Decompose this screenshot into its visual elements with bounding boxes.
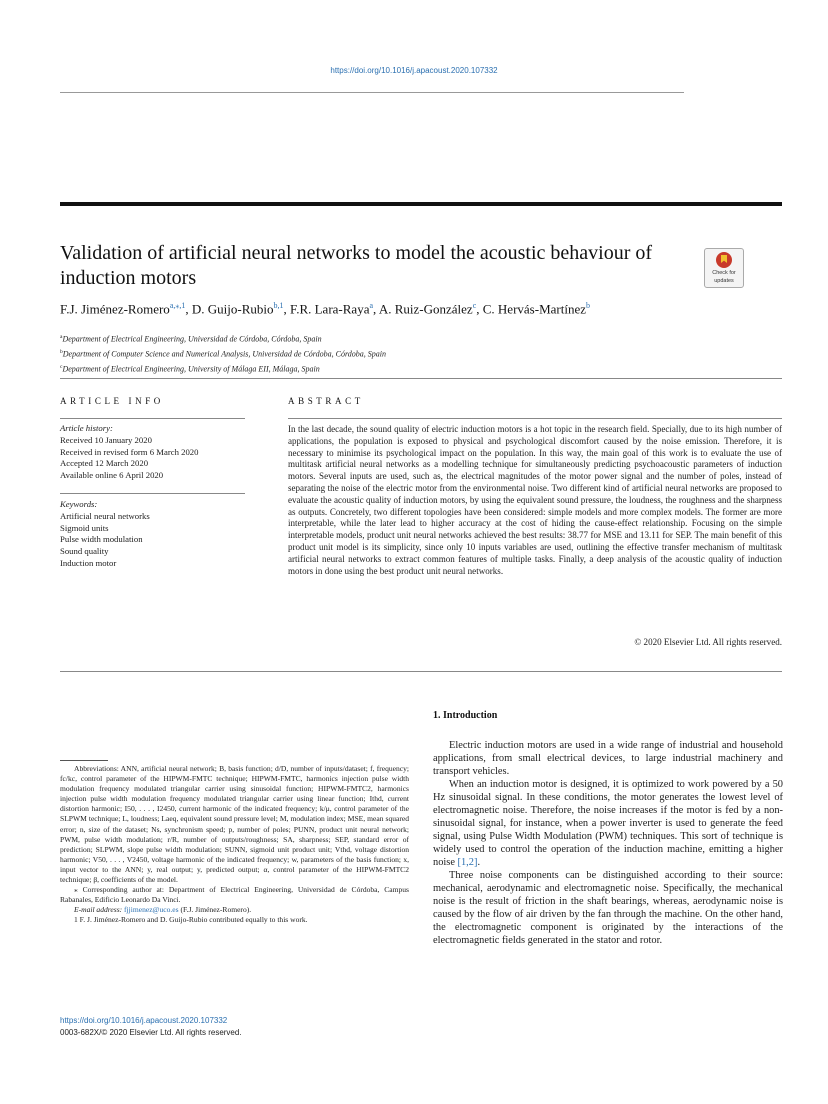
abstract-divider	[288, 418, 782, 419]
check-for-updates-badge[interactable]	[704, 248, 744, 288]
email-label: E-mail address:	[74, 905, 123, 915]
abstract-heading: ABSTRACT	[288, 396, 364, 406]
abbreviations-footnote: Abbreviations: ANN, artificial neural network; B, basis function; d/D, number of inputs/dataset; f, frequency; fc/kc, control parameter of the HIPWM-FMTC technique; HIPWM-FMTC, harmonics injection pulse width modulation frequency modulated triangular carrier using sinusoidal function; HIPWM-FMTC2, harmonics injection pulse width modulation frequency modulated triangular carrier using linear function; Ithd, current distortion harmonic; I50, . . . , I2450, current harmonic of the indicated frequency; k/μ, control parameter of the SLPWM technique; L, loudness; Laeq, equivalent sound pressure level; M, modulation index; MSE, mean squared error; n, size of the dataset; Ns, synchronism speed; p, number of poles; PUNN, product unit neural network; PWM, pulse width modulation; r/R, number of outputs/roughness; SA, sharpness; SEP, standard error of prediction; SLPWM, slope pulse width modulation; SUNN, sigmoid unit product unit; Vthd, voltage distortion harmonic; V50, . . . , V2450, voltage harmonic of the indicated frequency; w, parameters of the basis function; x, input vector to the ANN; y, real output; y, predicted output; α, control parameter of the HIPWM-FMTC2 technique; β, coefficients of the model.	[60, 764, 409, 885]
author-sep: ,	[373, 301, 379, 317]
affiliation-text: Department of Computer Science and Numerical Analysis, Universidad de Córdoba, Córdoba, Spain	[62, 349, 386, 359]
author: A. Ruiz-González	[378, 301, 473, 317]
author-sep: ,	[476, 301, 483, 317]
issn-line: 0003-682X/© 2020 Elsevier Ltd. All rights reserved.	[60, 1028, 242, 1037]
author-sup[interactable]: b	[586, 301, 590, 310]
email-link[interactable]: fjjimenez@uco.es	[124, 905, 179, 915]
title-bar	[60, 202, 782, 206]
intro-text: .	[477, 857, 481, 868]
affiliation	[60, 331, 760, 346]
article-info-divider	[60, 418, 245, 419]
history-item: Received in revised form 6 March 2020	[60, 446, 199, 457]
badge-line-1: Check for	[712, 270, 736, 276]
keyword: Pulse width modulation	[60, 534, 143, 545]
author: D. Guijo-Rubio	[191, 301, 274, 317]
author: C. Hervás-Martínez	[482, 301, 586, 317]
header-divider	[60, 92, 684, 93]
article-history	[60, 423, 245, 482]
introduction-heading: 1. Introduction	[433, 710, 498, 721]
history-item: Accepted 12 March 2020	[60, 458, 149, 469]
abstract-copyright: © 2020 Elsevier Ltd. All rights reserved.	[634, 637, 782, 647]
intro-text: When an induction motor is designed, it is optimized to work powered by a 50 Hz sinusoidal signal. In these conditions, the motor generates the lowest level of electromagnetic noise. Therefore, the noise increases if the motor is fed by a non-sinusoidal signal, for instance, when a power inverter is used to generate the feed signal, using Pulse Width Modulation (PWM) techniques. This sort of technique is widely used to control the operation of the induction machine, emitting a higher noise	[433, 779, 783, 868]
article-info-heading: ARTICLE INFO	[60, 396, 164, 406]
corresponding-footnote: ⁎ Corresponding author at: Department of Electrical Engineering, Universidad de Córdoba, Campus Rabanales, Edificio Leonardo Da Vinci.	[60, 885, 409, 905]
affiliation-divider	[60, 378, 782, 379]
affiliation-mark: b	[60, 349, 63, 356]
doi-link-top[interactable]: https://doi.org/10.1016/j.apacoust.2020.107332	[330, 66, 498, 75]
email-footnote	[60, 905, 409, 915]
keyword: Artificial neural networks	[60, 510, 150, 521]
equal-contribution-footnote: 1 F. J. Jiménez-Romero and D. Guijo-Rubio contributed equally to this work.	[74, 915, 308, 925]
author-sup[interactable]: a	[369, 301, 374, 310]
affiliation-text: Department of Electrical Engineering, University of Málaga EII, Málaga, Spain	[62, 364, 320, 374]
intro-paragraph: Three noise components can be distinguished according to their source: mechanical, aerodynamic and electromagnetic noise. Specifically, the mechanical noise is the result of friction in the shaft bearings, whereas, aerodynamic noise is caused by the flow of air driven by the fan through the machine. On the other hand, the electromagnetic component is originated by the interactions of the electromagnetic fields generated in the stator and rotor.	[433, 870, 783, 946]
abstract-bottom-divider	[60, 671, 782, 672]
author-sup[interactable]: c	[472, 301, 477, 310]
keywords-label: Keywords:	[60, 499, 98, 509]
affiliation	[60, 346, 760, 361]
author: F.R. Lara-Raya	[290, 301, 370, 317]
history-label: Article history:	[60, 423, 113, 433]
history-item: Received 10 January 2020	[60, 434, 152, 445]
keywords	[60, 499, 245, 570]
author-sup[interactable]: b,1	[273, 301, 284, 310]
history-item: Available online 6 April 2020	[60, 470, 164, 481]
keywords-divider	[60, 493, 245, 494]
article-title: Validation of artificial neural networks to model the acoustic behaviour of induction motors	[60, 242, 653, 289]
affiliation	[60, 361, 760, 376]
affiliation-text: Department of Electrical Engineering, Universidad de Córdoba, Córdoba, Spain	[62, 334, 322, 344]
intro-paragraph	[433, 778, 783, 869]
footnote-divider	[60, 760, 108, 761]
footnotes	[60, 764, 409, 926]
affiliations	[60, 331, 760, 376]
badge-line-2: updates	[714, 278, 734, 284]
abstract-text: In the last decade, the sound quality of electric induction motors is a hot topic in the research field. Specially, due to its high number of applications, the population is exposed to physical and psychological discomfort caused by the noise emission. Therefore, it is necessary to minimise its psychological impact on the population. In this way, the main goal of this work is to evaluate the use of multitask artificial neural networks as a modelling technique for simultaneously predicting psychoacoustic parameters of induction motors. Several inputs are used, such as, the electrical magnitudes of the motor power signal and the number of poles, instead of separating the noise of the electric motor from the environmental noise. Two different kind of artificial neural networks are proposed to evaluate the acoustic quality of induction motors, by using the equivalent sound pressure, the loudness, the roughness and the sharpness as outputs. Concretely, two different topologies have been considered: simple models and more complex models. The former are more interpretable, while the later lead to higher accuracy at the cost of hiding the cause-effect relationship. Focusing on the simple interpretable models, product unit neural networks achieved the best results: 38.77 for MSE and 13.11 for SEP. The main benefit of this product unit model is its simplicity, since only 10 inputs variables are used, outlining the effective transfer mechanism of multitask artificial neural networks to extract common features of multiple tasks. Finally, a deep analysis of the acoustic quality of induction motors in done using the best product unit neural networks.	[288, 424, 782, 576]
bookmark-icon	[716, 252, 732, 268]
doi-link-bottom[interactable]: https://doi.org/10.1016/j.apacoust.2020.107332	[60, 1016, 228, 1025]
author: F.J. Jiménez-Romero	[60, 301, 170, 317]
author-sup[interactable]: a,⁎,1	[169, 301, 186, 310]
affiliation-mark: a	[60, 334, 63, 340]
keyword: Sigmoid units	[60, 522, 109, 533]
author-list	[60, 301, 782, 317]
intro-paragraph: Electric induction motors are used in a wide range of industrial and household applications, from small electrical devices, to large industrial machinery and transport vehicles.	[433, 740, 783, 777]
email-suffix: (F.J. Jiménez-Romero).	[178, 905, 252, 915]
keyword: Induction motor	[60, 557, 117, 568]
affiliation-mark: c	[60, 364, 63, 371]
introduction-body	[433, 739, 783, 947]
citation-link[interactable]: [1,2]	[457, 857, 478, 868]
author-sep: ,	[283, 301, 290, 317]
keyword: Sound quality	[60, 546, 109, 557]
author-sep: ,	[185, 301, 192, 317]
